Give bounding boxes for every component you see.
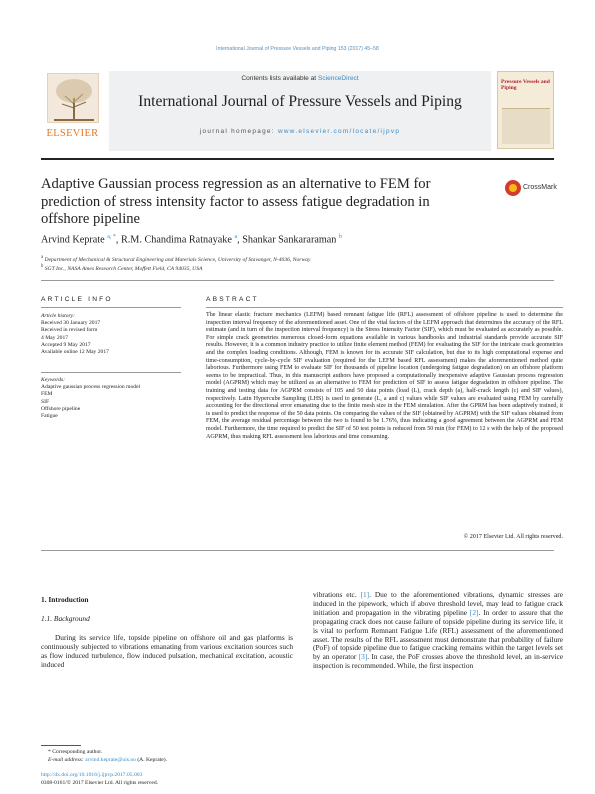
sciencedirect-link[interactable]: ScienceDirect <box>317 75 359 82</box>
affiliation-text: SGT Inc., NASA Ames Research Center, Moffett Field, CA 94035, USA <box>44 265 203 272</box>
article-info-heading: ARTICLE INFO <box>41 296 113 303</box>
history-item: Received in revised form <box>41 327 98 334</box>
author-name[interactable]: R.M. Chandima Ratnayake <box>120 234 232 246</box>
citation-link[interactable]: [2] <box>469 607 479 617</box>
citation-link[interactable]: [1] <box>360 590 370 599</box>
contents-prefix: Contents lists available at <box>241 75 318 82</box>
running-header: International Journal of Pressure Vessels and Piping 153 (2017) 45–58 <box>216 46 379 52</box>
affiliation <box>41 264 554 272</box>
keywords <box>41 377 181 420</box>
citation-link[interactable]: [3] <box>358 652 368 662</box>
history-item: Accepted 9 May 2017 <box>41 341 91 348</box>
elsevier-tree-icon <box>47 73 99 123</box>
email-suffix: (A. Keprate). <box>135 757 167 763</box>
masthead-banner <box>109 71 491 151</box>
history-item: Received 30 January 2017 <box>41 320 101 327</box>
email-label: E-mail address: <box>48 757 86 763</box>
cover-title: Pressure Vessels and Piping <box>501 79 550 92</box>
body-text: . In case, the PoF crosses above the threshold level, an in-service inspection is recommended. While, the first inspection <box>313 652 563 671</box>
abstract-heading: ABSTRACT <box>206 296 259 303</box>
publisher-name: ELSEVIER <box>46 128 99 139</box>
keyword: Adaptive gaussian process regression model <box>41 384 141 391</box>
cover-illustration <box>502 108 550 144</box>
affiliation-mark: b <box>41 264 44 269</box>
body-paragraph: During its service life, topside pipeline on offshore oil and gas platforms is continuously subjected to vibrations emanating from various excitation sources such as flow induced turbulence, flow induced pulsation, mechanical excitation, acoustic induced <box>41 633 293 669</box>
author-mark[interactable]: a <box>234 234 238 240</box>
doi-link <box>41 772 301 779</box>
email-link[interactable]: arvind.keprate@uis.no <box>85 757 136 763</box>
article-history <box>41 313 181 356</box>
keywords-label: Keywords: <box>41 377 66 383</box>
masthead-rule <box>41 158 554 160</box>
doi-url[interactable]: http://dx.doi.org/10.1016/j.ijpvp.2017.05.003 <box>41 772 143 778</box>
homepage-link[interactable]: www.elsevier.com/locate/ijpvp <box>277 128 401 135</box>
author-name[interactable]: Arvind Keprate <box>41 234 105 246</box>
footnote-rule <box>41 745 81 746</box>
abstract-divider <box>41 550 554 551</box>
history-item: 4 May 2017 <box>41 334 69 341</box>
crossmark-icon <box>505 180 521 196</box>
section-heading: 1. Introduction <box>41 595 89 604</box>
footnote-email <box>41 757 301 764</box>
history-item: Available online 12 May 2017 <box>41 349 109 356</box>
author-name[interactable]: Shankar Sankararaman <box>242 234 337 246</box>
body-text: vibrations etc. <box>313 590 361 599</box>
header-divider <box>41 280 554 281</box>
article-info-rule <box>41 307 181 308</box>
elsevier-logo <box>41 71 104 143</box>
affiliation-mark: a <box>41 255 44 260</box>
author-mark[interactable]: b <box>338 234 342 240</box>
abstract-text: The linear elastic fracture mechanics (LEFM) based remnant fatigue life (RFL) assessment of offshore pipeline is used to determine the inspection interval frequency of the aforementioned asset. One of the vital factors of the LEFM approach that determines the accuracy of the RFL estimate (and in turn of the inspection interval frequency) is the Stress Intensity Factor (SIF), which must be evaluated as accurately as possible. For simple crack geometries numerous closed-form equations available in various handbooks and industrial standards provide accurate SIF results. However, it is a common industry practice to utilize finite element method (FEM) for evaluating the SIF for the intricate crack geometries and the complex loading conditions. Although, FEM is known for its accurate SIF calculation, but due to its high computational expense and time-consumption, cycle-by-cycle SIF evaluation (required for the LEFM based RFL assessment) makes the aforementioned method quite laborious. Furthermore using FEM to evaluate SIF for thousands of pipeline location (undergoing fatigue degradation) on an offshore platform seems to be impractical. Thus, in this manuscript authors have proposed a computationally inexpensive adaptive Gaussian process regression model (AGPRM) which may be utilized as an alternative to FEM for prediction of SIF to assess fatigue degradation in offshore pipeline. The training and testing data for AGPRM consists of 105 and 50 data points (load (L), crack depth (a), half-crack length (c) and SIF values), respectively. Latin Hypercube Sampling (LHS) is used to generate (L, a and c) values while SIF values are evaluated using FEM by carefully accounting for the directional error emanating due to the finite mesh size in the FEM simulation. After the GPRM has been adaptively trained, it is used to predict the response of the 50 data points. On comparing the values of the SIF (obtained by AGPRM) with the SIF values obtained from FEM, the average residual percentage between the two is found to be 1.76%, thus indicating a good agreement between the AGPRM and FEM model. Furthermore, the time required to predict the SIF of 50 test points is reduced from 50 min (for FEM) to 12 s with the help of the proposed AGPRM, thus making RFL assessment less laborious and time consuming. <box>206 312 563 440</box>
journal-masthead <box>41 71 554 151</box>
keyword: SIF <box>41 398 50 405</box>
footnote-corresponding: * Corresponding author. <box>48 749 103 755</box>
author-mark[interactable]: a, * <box>107 234 116 240</box>
journal-homepage <box>109 128 491 135</box>
crossmark-label: CrossMark <box>523 184 557 191</box>
affiliation-text: Department of Mechanical & Structural Engineering and Materials Science, University of Stavanger, N-4036, Norway <box>44 256 311 263</box>
article-title: Adaptive Gaussian process regression as an alternative to FEM for prediction of stress intensity factor to assess fatigue degradation in offshore pipeline <box>41 176 431 228</box>
affiliation <box>41 255 554 263</box>
journal-title: International Journal of Pressure Vessels and Piping <box>138 93 462 110</box>
contents-line <box>109 75 491 82</box>
history-label: Article history: <box>41 313 76 319</box>
body-text: . In order to assure that the propagating crack does not cause failure of topside pipeline during its service life, it is vital to perform Remnant Fatigue Life (RFL) assessment of the aforementioned asset. The results of the RFL assessment must demonstrate that probability of failure (PoF) of topside pipeline due to fatigue cracking remains within the target levels set by an operator <box>313 607 563 662</box>
issn-line: 0308-0161/© 2017 Elsevier Ltd. All rights reserved. <box>41 780 159 786</box>
subsection-heading: 1.1. Background <box>41 614 90 623</box>
abstract-copyright: © 2017 Elsevier Ltd. All rights reserved. <box>463 534 563 540</box>
keyword: Fatigue <box>41 413 58 420</box>
keyword: Offshore pipeline <box>41 405 81 412</box>
body-paragraph <box>313 591 563 671</box>
journal-cover-thumbnail <box>497 71 554 149</box>
abstract-rule <box>206 307 563 308</box>
info-divider <box>41 372 181 373</box>
homepage-prefix: journal homepage: <box>199 128 278 135</box>
body-text: . Due to the aforementioned vibrations, dynamic stresses are induced in the pipework, which if above threshold level, may lead to fatigue crack initiation and propagation in the vibrating pipeline <box>313 590 563 617</box>
crossmark-badge[interactable] <box>505 180 565 198</box>
author-list: Arvind Keprate $^{a, *}$, R.M. Chandima Ratnayake $^a$, Shankar Sankararaman $^b$ <box>41 234 342 246</box>
keyword: FEM <box>41 391 53 398</box>
